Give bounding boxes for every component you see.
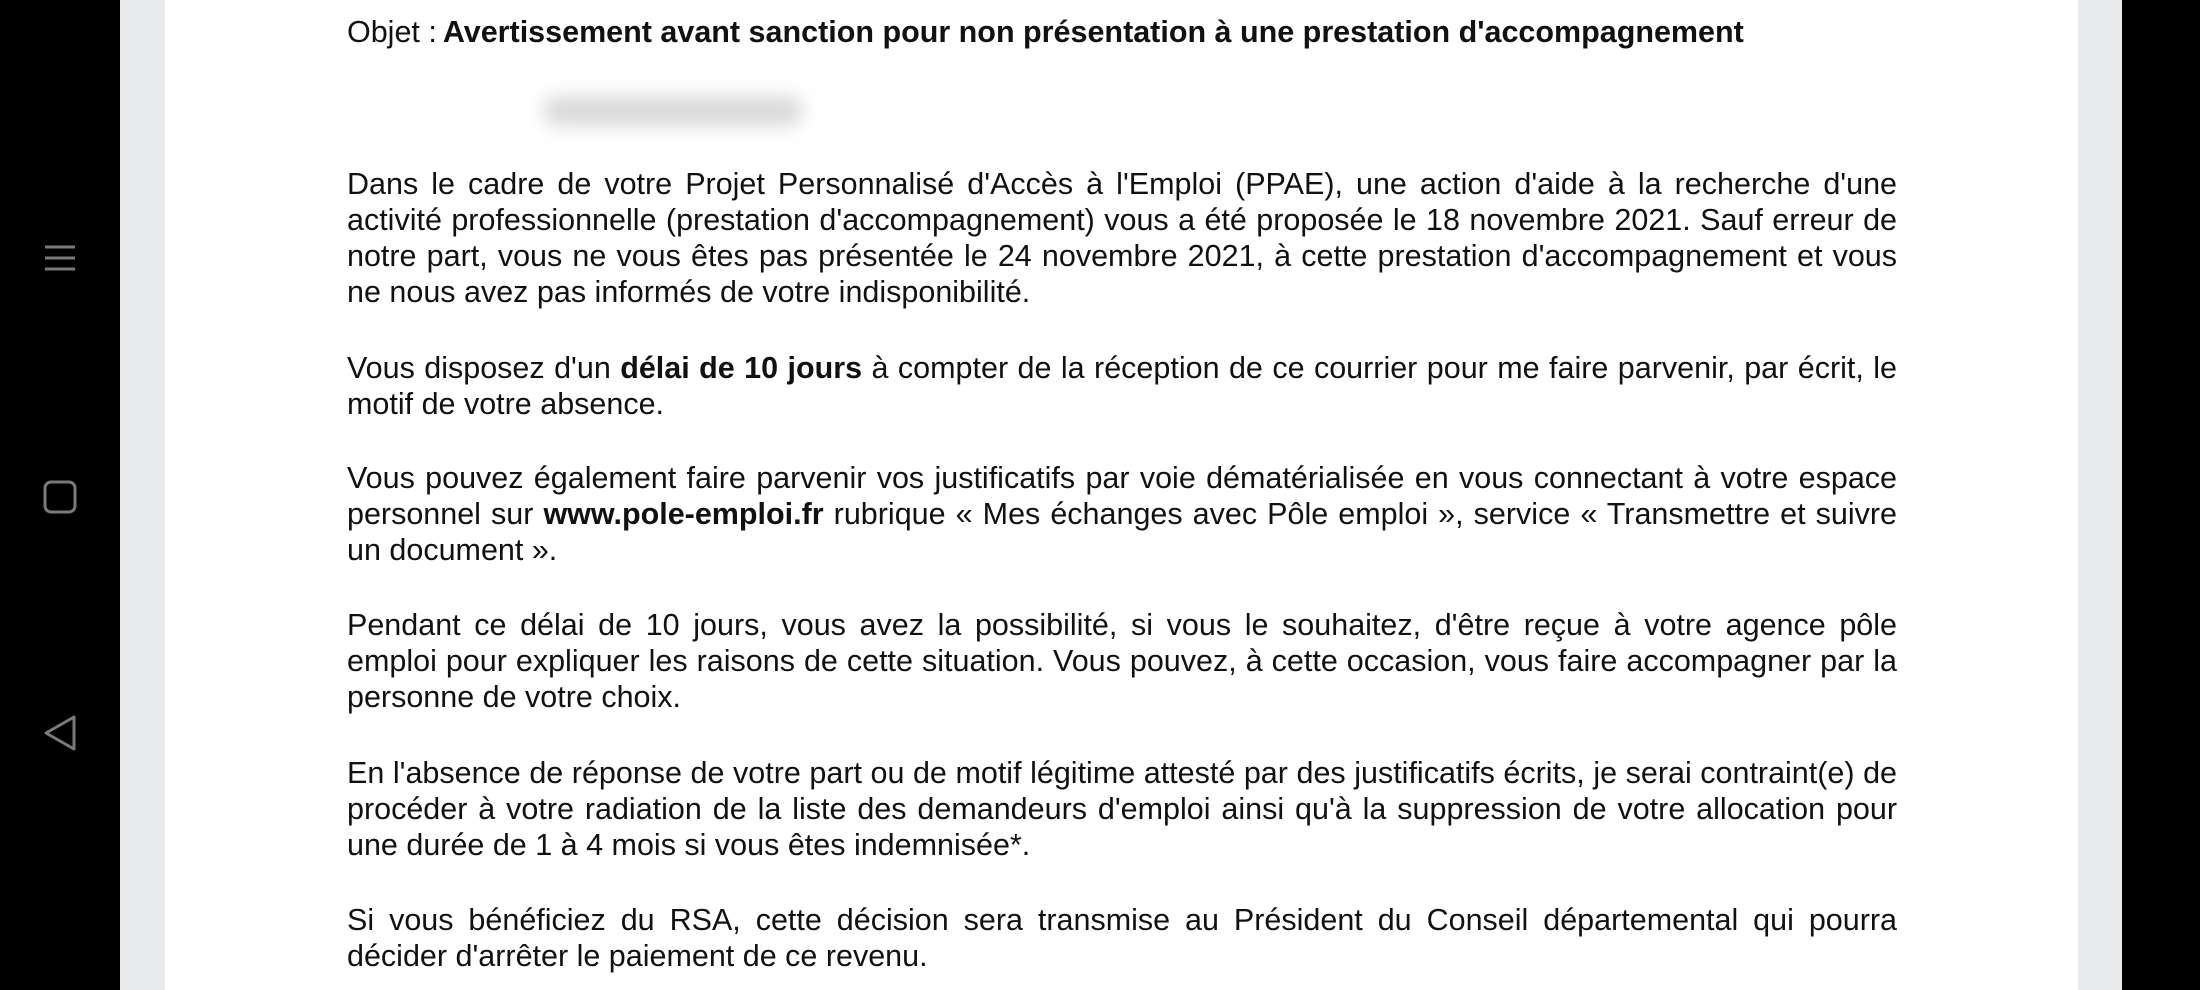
paragraph-context: Dans le cadre de votre Projet Personnalisé d'Accès à l'Emploi (PPAE), une action d'aide à la recherche d'une activité professionnelle (prestation d'accompagnement) vous a été proposée le 18 novembre 2021. Sauf erreur de notre part, vous ne vous êtes pas présentée le 24 novembre 2021, à cette prestation d'accompagnement et vous ne nous avez pas informés de votre indisponibilité. xyxy=(347,167,1897,309)
deadline-emphasis: délai de 10 jours xyxy=(620,351,863,385)
back-icon[interactable] xyxy=(40,713,80,753)
online-text-after: rubrique « Mes échanges avec Pôle emploi », service « Transmettre et suivre un document ». xyxy=(347,497,1897,567)
paragraph-sanction: En l'absence de réponse de votre part ou de motif légitime attesté par des justificatifs écrits, je serai contraint(e) de procéder à votre radiation de la liste des demandeurs d'emploi ainsi qu'à la suppression de votre allocation pour une durée de 1 à 4 mois si vous êtes indemnisée*. xyxy=(347,756,1897,862)
paragraph-deadline xyxy=(347,350,1897,422)
paragraph-rsa: Si vous bénéficiez du RSA, cette décision sera transmise au Président du Conseil départemental qui pourra décider d'arrêter le paiement de ce revenu. xyxy=(347,903,1897,973)
subject-line xyxy=(347,14,1744,50)
pole-emploi-link[interactable]: www.pole-emploi.fr xyxy=(543,497,824,531)
recents-icon[interactable] xyxy=(40,238,80,278)
document-page[interactable] xyxy=(165,0,2078,990)
deadline-text-after: à compter de la réception de ce courrier pour me faire parvenir, par écrit, le motif de votre absence. xyxy=(347,351,1897,421)
redaction-blur xyxy=(543,96,803,126)
system-navigation-bar xyxy=(0,0,120,990)
paragraph-appointment: Pendant ce délai de 10 jours, vous avez la possibilité, si vous le souhaitez, d'être reçue à votre agence pôle emploi pour expliquer les raisons de cette situation. Vous pouvez, à cette occasion, vous faire accompagner par la personne de votre choix. xyxy=(347,608,1897,714)
home-icon[interactable] xyxy=(40,477,80,517)
redacted-recipient xyxy=(513,78,803,138)
viewer-margin-left xyxy=(120,0,165,990)
subject-text: Avertissement avant sanction pour non présentation à une prestation d'accompagnement xyxy=(442,15,1744,49)
screen-edge-right xyxy=(2122,0,2200,990)
deadline-text-before: Vous disposez d'un xyxy=(347,351,621,385)
online-text-before: Vous pouvez également faire parvenir vos justificatifs par voie dématérialisée en vous connectant à votre espace personnel sur xyxy=(347,461,1897,531)
viewer-margin-right xyxy=(2078,0,2122,990)
subject-label: Objet : xyxy=(347,15,437,49)
paragraph-online-submission xyxy=(347,460,1897,568)
